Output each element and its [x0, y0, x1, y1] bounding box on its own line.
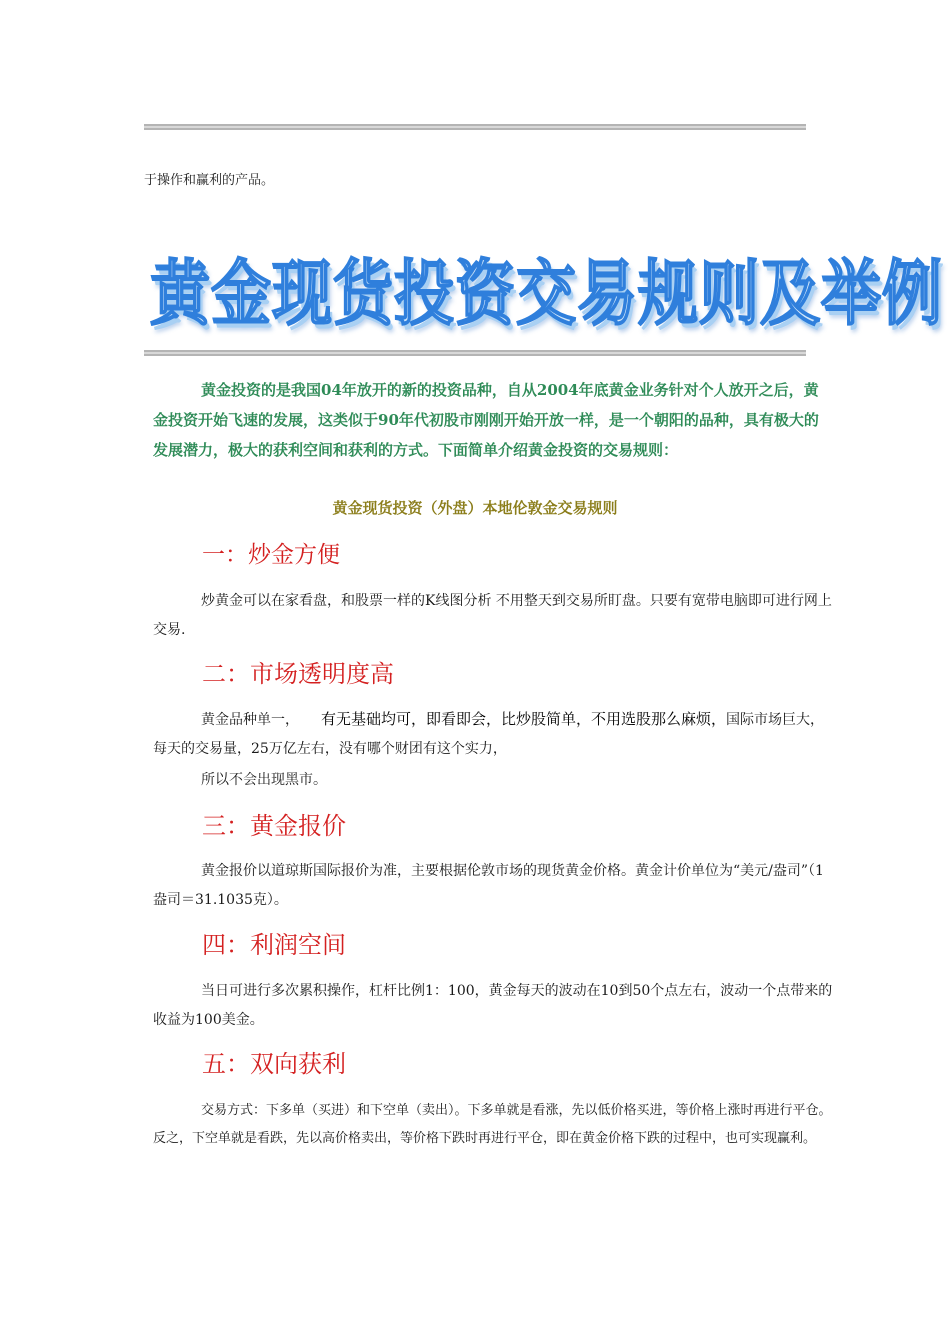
intro-paragraph: 黄金投资的是我国04年放开的新的投资品种，自从2004年底黄金业务针对个人放开之后，黄金投资开始飞速的发展，这类似于90年代初股市刚刚开始开放一样，是一个朝阳的品种，具有极大的发展潜力，极大的获利空间和获利的方式。下面简单介绍黄金投资的交易规则： [153, 381, 819, 459]
section-body-2-tail: 国际市场巨大，每天的交易量，25万亿左右，没有哪个财团有这个实力， [153, 712, 825, 757]
section-heading-1: 一：炒金方便 [202, 542, 340, 568]
section-body-2-emphasis: 有无基础均可，即看即会，比炒股简单，不用选股那么麻烦， [321, 710, 727, 728]
top-fragment-text: 于操作和赢利的产品。 [144, 173, 275, 188]
section-heading-4: 四：利润空间 [202, 931, 346, 959]
title-divider [144, 350, 806, 356]
section-body-3: 黄金报价以道琼斯国际报价为准，主要根据伦敦市场的现货黄金价格。黄金计价单位为“美元/盎司”（1 盎司＝31.1035克）。 [153, 863, 824, 908]
wordart-title: 黄金现货投资交易规则及举例 [150, 253, 943, 336]
section-body-2-last: 所以不会出现黑市。 [201, 772, 327, 788]
section-heading-3: 三：黄金报价 [202, 812, 346, 840]
section-body-2-lead: 黄金品种单一， [201, 712, 299, 728]
top-divider [144, 124, 806, 130]
section-subtitle: 黄金现货投资（外盘）本地伦敦金交易规则 [332, 499, 618, 517]
section-body-4: 当日可进行多次累积操作，杠杆比例1：100，黄金每天的波动在10到50个点左右，波动一个点带来的收益为100美金。 [153, 983, 833, 1028]
section-heading-5: 五：双向获利 [202, 1050, 346, 1078]
section-body-2 [153, 705, 833, 764]
section-heading-2: 二：市场透明度高 [202, 660, 394, 688]
section-body-1: 炒黄金可以在家看盘，和股票一样的K线图分析 不用整天到交易所盯盘。只要有宽带电脑即可进行网上交易. [153, 593, 832, 638]
section-body-5: 交易方式：下多单（买进）和下空单（卖出）。下多单就是看涨，先以低价格买进，等价格上涨时再进行平仓。反之，下空单就是看跌，先以高价格卖出，等价格下跌时再进行平仓，即在黄金价格下跌的过程中，也可实现赢利。 [153, 1103, 832, 1146]
